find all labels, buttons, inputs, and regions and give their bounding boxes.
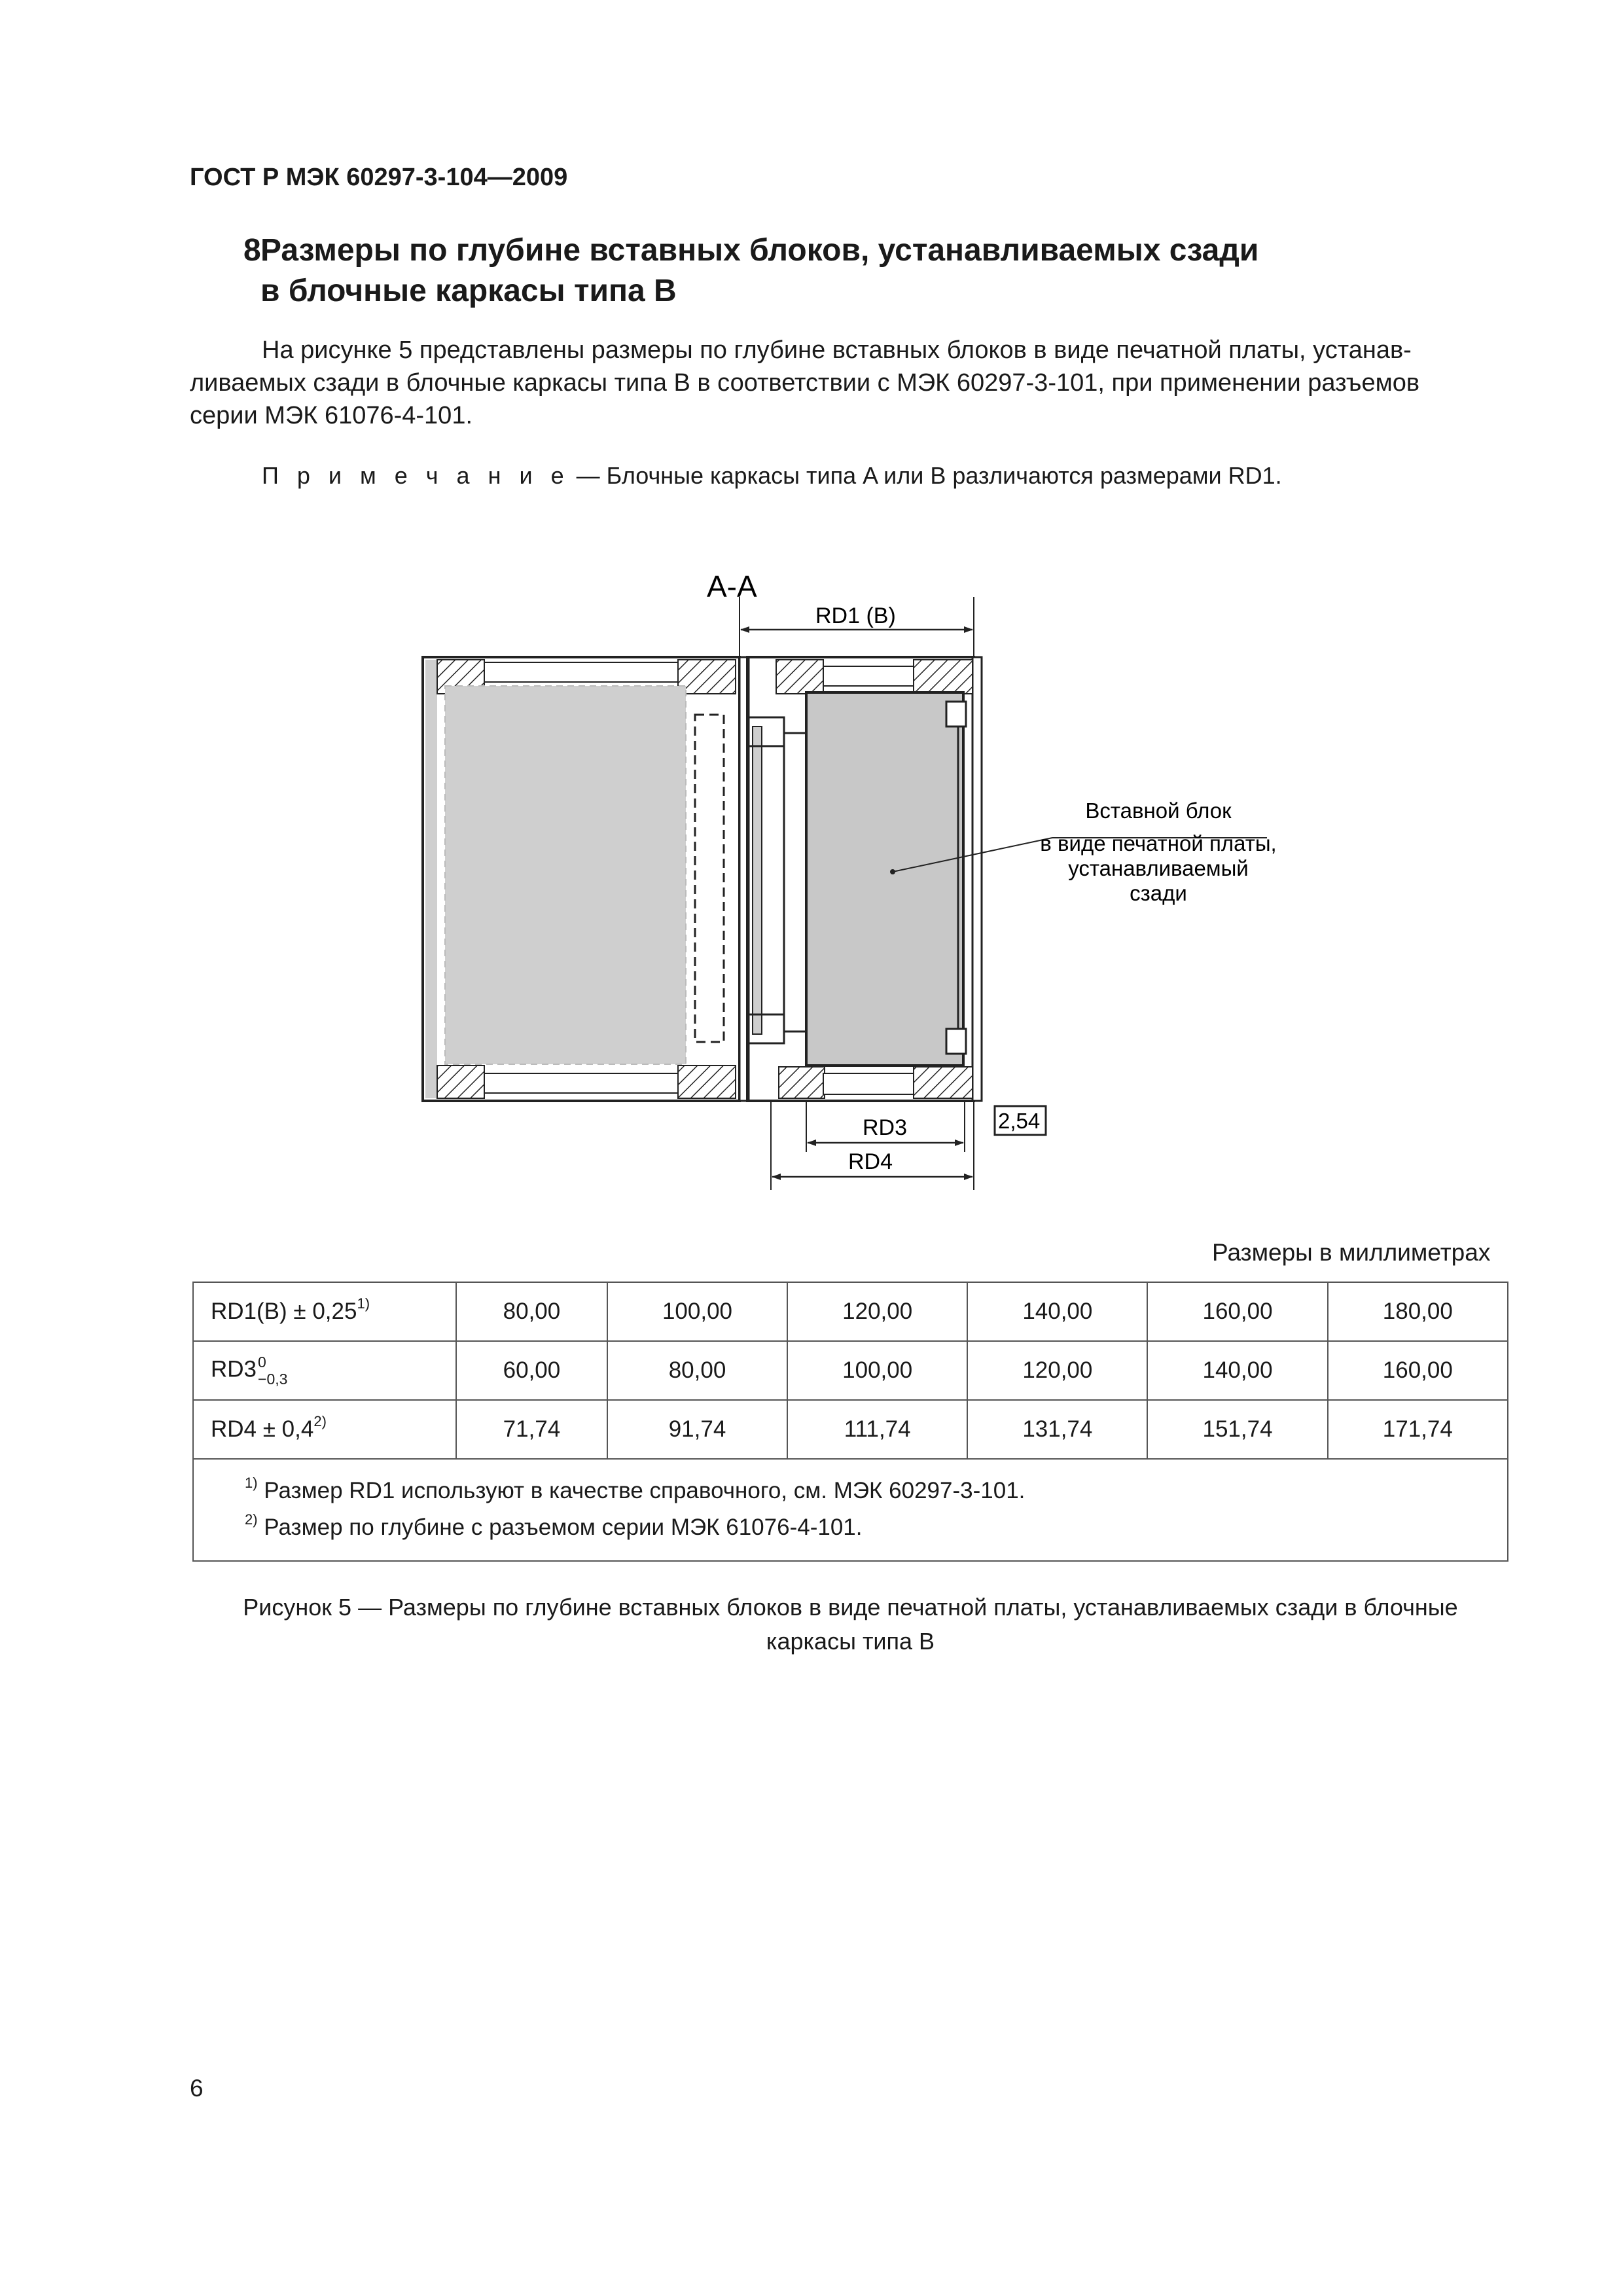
basic-dimension-value: 2,54 xyxy=(998,1109,1041,1133)
section-title xyxy=(243,230,1438,312)
table-cell: 60,00 xyxy=(456,1341,607,1400)
callout-line-3: устанавливаемый xyxy=(1068,856,1249,880)
document-code-header: ГОСТ Р МЭК 60297-3-104—2009 xyxy=(190,164,568,191)
table-cell: 100,00 xyxy=(787,1341,967,1400)
section-title-line-1: Размеры по глубине вставных блоков, устанавливаемых сзади xyxy=(260,233,1259,268)
figure-caption xyxy=(192,1590,1508,1659)
rail-left-top-b xyxy=(678,660,736,694)
rail-right-bottom-a xyxy=(779,1067,825,1098)
row-label: RD3 0 −0,3 xyxy=(193,1341,456,1400)
rail-left-bottom-a xyxy=(437,1066,484,1098)
rail-right-bottom-b xyxy=(914,1067,972,1098)
table-cell: 120,00 xyxy=(787,1282,967,1341)
callout-line-2: в виде печатной платы, xyxy=(1040,831,1277,855)
caption-line-2: каркасы типа B xyxy=(766,1628,935,1655)
guide-top-right xyxy=(823,666,914,686)
table-cell: 71,74 xyxy=(456,1400,607,1459)
note-text: — Блочные каркасы типа A или B различаются размерами RD1. xyxy=(569,462,1282,489)
table-cell: 80,00 xyxy=(607,1341,787,1400)
guide-top-left xyxy=(484,662,678,682)
callout-line-4: сзади xyxy=(1130,881,1187,905)
table-cell: 160,00 xyxy=(1328,1341,1508,1400)
guide-bottom-left xyxy=(484,1073,678,1093)
table-row xyxy=(193,1341,1508,1400)
body-line-3: серии МЭК 61076-4-101. xyxy=(190,402,473,429)
section-number: 8 xyxy=(243,233,261,268)
rail-right-top-a xyxy=(776,660,823,694)
connector-pins xyxy=(753,726,762,1034)
rd4-label: RD4 xyxy=(848,1149,893,1174)
section-drawing xyxy=(406,556,1277,1211)
table-cell: 140,00 xyxy=(1147,1341,1327,1400)
body-line-2: ливаемых сзади в блочные каркасы типа B в соответствии с МЭК 60297-3-101, при применении разъемов xyxy=(190,369,1420,397)
table-cell: 91,74 xyxy=(607,1400,787,1459)
table-cell: 171,74 xyxy=(1328,1400,1508,1459)
unit-latch-bottom xyxy=(946,1029,966,1054)
front-connector-phantom xyxy=(695,715,724,1042)
rd1-label: RD1 (B) xyxy=(815,603,896,628)
table-cell: 100,00 xyxy=(607,1282,787,1341)
front-panel-strip xyxy=(425,660,437,1098)
body-line-1: На рисунке 5 представлены размеры по глубине вставных блоков в виде печатной платы, устанав- xyxy=(262,336,1412,364)
row-label: $RD4 \pm 0,4^{2)}$ xyxy=(193,1400,456,1459)
rear-plugin-unit xyxy=(806,692,963,1066)
table-row xyxy=(193,1282,1508,1341)
row-label: $RD1(B) \pm 0,25^{1)}$ xyxy=(193,1282,456,1341)
table-cell: 131,74 xyxy=(967,1400,1147,1459)
section-title-line-2: в блочные каркасы типа B xyxy=(260,274,677,308)
dimensions-table xyxy=(192,1282,1508,1562)
section-label: A-A xyxy=(707,569,757,603)
footnotes-cell xyxy=(193,1459,1508,1561)
table-row xyxy=(193,1400,1508,1459)
rail-right-top-b xyxy=(914,660,972,694)
table-cell: 180,00 xyxy=(1328,1282,1508,1341)
note xyxy=(262,462,1282,490)
caption-line-1: Рисунок 5 — Размеры по глубине вставных блоков в виде печатной платы, устанавливаемых сзади в блочные xyxy=(243,1594,1458,1621)
table-cell: 160,00 xyxy=(1147,1282,1327,1341)
rear-panel xyxy=(972,657,982,1101)
unit-latch-top xyxy=(946,702,966,726)
footnote: $^{1)}$ Размер RD1 используют в качестве справочного, см. МЭК 60297-3-101. xyxy=(245,1475,1026,1503)
table-cell: 111,74 xyxy=(787,1400,967,1459)
page-number: 6 xyxy=(190,2075,204,2102)
callout-line-1: Вставной блок xyxy=(1085,798,1232,823)
footnote: $^{2)}$ Размер по глубине с разъемом серии МЭК 61076-4-101. xyxy=(245,1511,863,1540)
rd3-label: RD3 xyxy=(863,1115,908,1140)
guide-bottom-right xyxy=(823,1073,914,1094)
note-label: П р и м е ч а н и е xyxy=(262,462,570,489)
table-cell: 120,00 xyxy=(967,1341,1147,1400)
table-footnotes xyxy=(193,1459,1508,1561)
table-cell: 151,74 xyxy=(1147,1400,1327,1459)
table-cell: 80,00 xyxy=(456,1282,607,1341)
units-note: Размеры в миллиметрах xyxy=(1212,1239,1491,1266)
rail-left-bottom-b xyxy=(678,1066,736,1098)
body-paragraph xyxy=(190,334,1499,432)
front-unit-phantom xyxy=(445,686,686,1064)
table-cell: 140,00 xyxy=(967,1282,1147,1341)
